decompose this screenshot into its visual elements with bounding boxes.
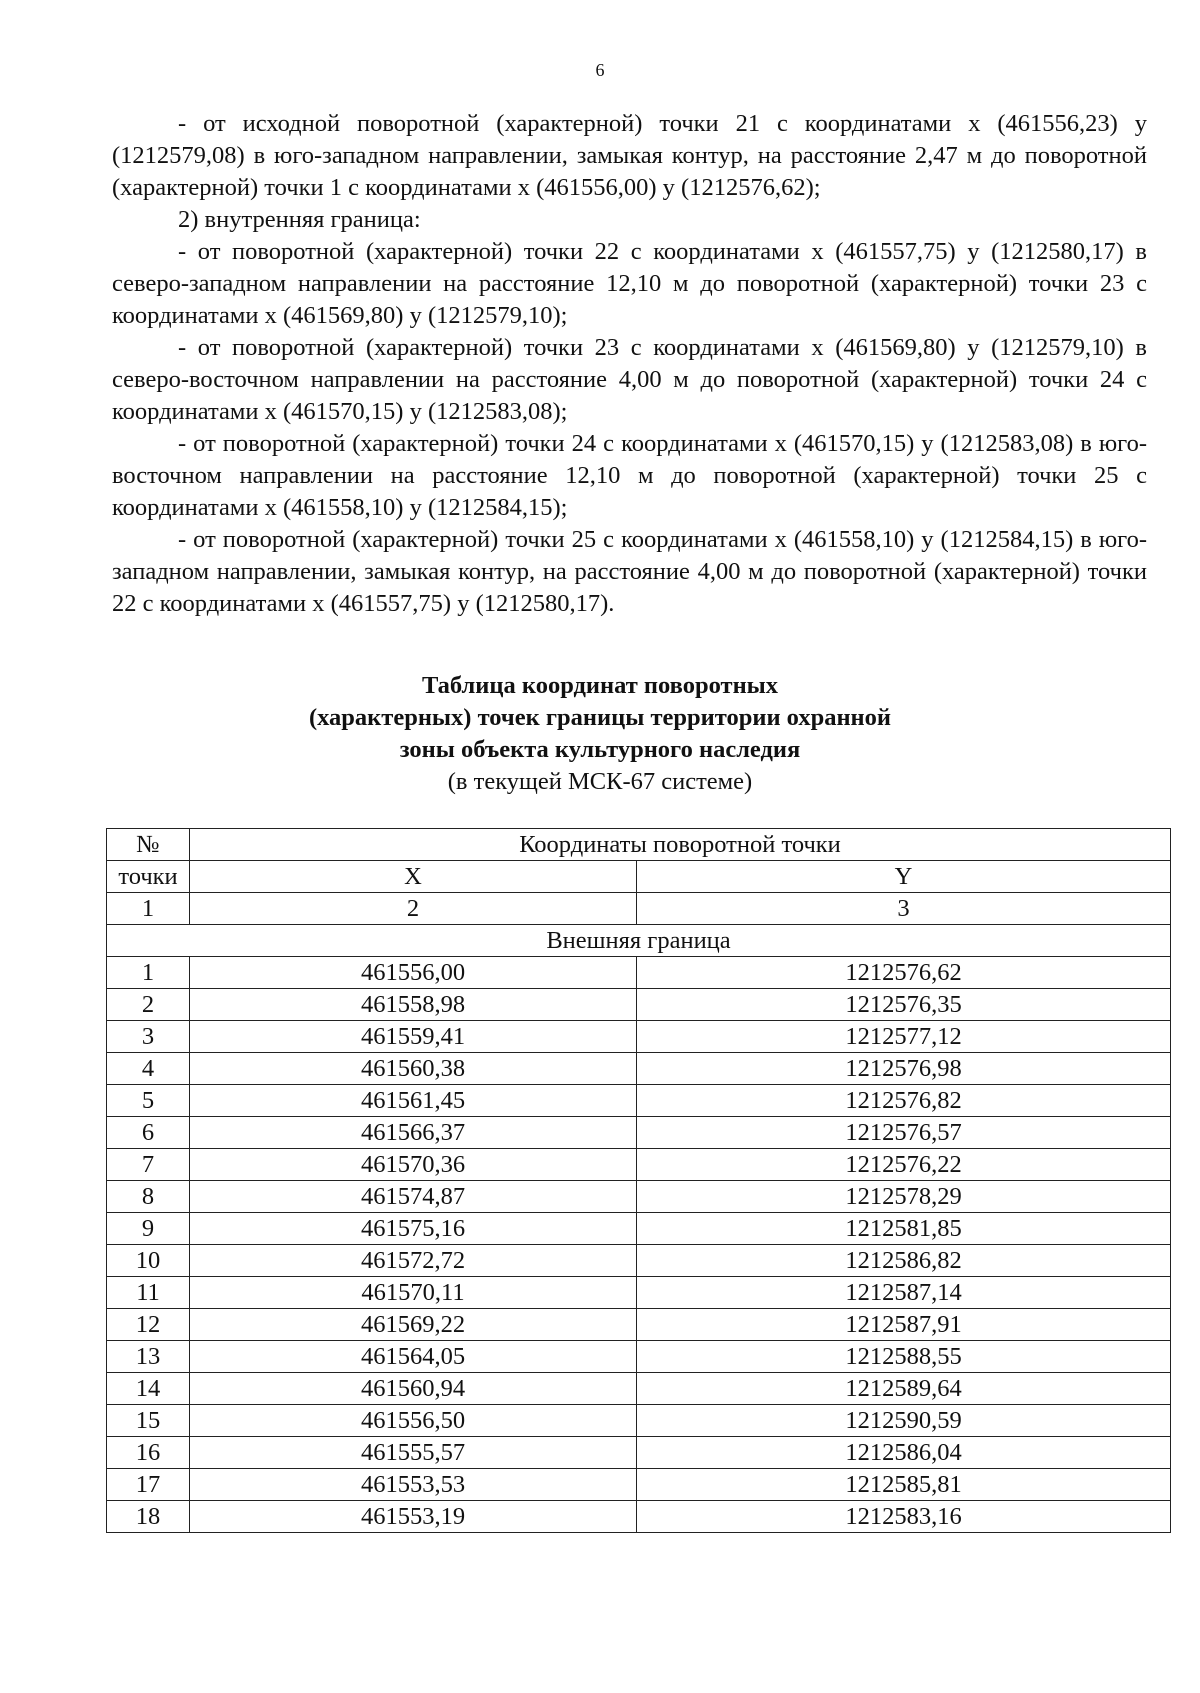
y-cell: 1212576,57	[637, 1117, 1171, 1149]
y-cell: 1212576,82	[637, 1085, 1171, 1117]
table-row	[107, 1053, 1171, 1085]
y-cell: 1212581,85	[637, 1213, 1171, 1245]
point-number-cell: 15	[107, 1405, 190, 1437]
table-row	[107, 1501, 1171, 1533]
point-number-cell: 12	[107, 1309, 190, 1341]
y-cell: 1212586,04	[637, 1437, 1171, 1469]
y-cell: 1212585,81	[637, 1469, 1171, 1501]
header-x: X	[190, 861, 637, 893]
paragraph: - от поворотной (характерной) точки 25 с координатами x (461558,10) y (1212584,15) в юго-западном направлении, замыкая контур, на расстояние 4,00 м до поворотной (характерной) точки 22 с координатами x (461557,75) y (1212580,17).	[112, 526, 1147, 617]
paragraph: 2) внутренняя граница:	[178, 206, 421, 233]
x-cell: 461569,22	[190, 1309, 637, 1341]
x-cell: 461555,57	[190, 1437, 637, 1469]
table-title	[0, 670, 1200, 798]
table-header-row	[107, 861, 1171, 893]
index-cell: 3	[637, 893, 1171, 925]
y-cell: 1212587,14	[637, 1277, 1171, 1309]
table-row	[107, 1341, 1171, 1373]
x-cell: 461561,45	[190, 1085, 637, 1117]
table-row	[107, 1213, 1171, 1245]
y-cell: 1212590,59	[637, 1405, 1171, 1437]
page-number: 6	[595, 60, 605, 80]
table-row	[107, 1085, 1171, 1117]
table-row	[107, 989, 1171, 1021]
x-cell: 461559,41	[190, 1021, 637, 1053]
table-row	[107, 1437, 1171, 1469]
table-section-row	[107, 925, 1171, 957]
point-number-cell: 2	[107, 989, 190, 1021]
table-row	[107, 957, 1171, 989]
x-cell: 461553,19	[190, 1501, 637, 1533]
y-cell: 1212589,64	[637, 1373, 1171, 1405]
table-title-line: зоны объекта культурного наследия	[399, 736, 801, 763]
point-number-cell: 5	[107, 1085, 190, 1117]
table-row	[107, 1309, 1171, 1341]
x-cell: 461558,98	[190, 989, 637, 1021]
header-y: Y	[637, 861, 1171, 893]
x-cell: 461560,94	[190, 1373, 637, 1405]
table-row	[107, 1245, 1171, 1277]
table-header-row	[107, 829, 1171, 861]
point-number-cell: 14	[107, 1373, 190, 1405]
point-number-cell: 9	[107, 1213, 190, 1245]
paragraph: - от поворотной (характерной) точки 23 с координатами x (461569,80) y (1212579,10) в северо-восточном направлении на расстояние 4,00 м до поворотной (характерной) точки 24 с координатами x (461570,15) y (1212583,08);	[112, 334, 1147, 425]
x-cell: 461560,38	[190, 1053, 637, 1085]
x-cell: 461566,37	[190, 1117, 637, 1149]
x-cell: 461575,16	[190, 1213, 637, 1245]
x-cell: 461572,72	[190, 1245, 637, 1277]
table-row	[107, 1149, 1171, 1181]
x-cell: 461553,53	[190, 1469, 637, 1501]
table-row	[107, 1117, 1171, 1149]
y-cell: 1212583,16	[637, 1501, 1171, 1533]
y-cell: 1212588,55	[637, 1341, 1171, 1373]
index-cell: 2	[190, 893, 637, 925]
table-row	[107, 1277, 1171, 1309]
coordinates-table	[106, 828, 1171, 1533]
point-number-cell: 17	[107, 1469, 190, 1501]
header-coords: Координаты поворотной точки	[190, 829, 1171, 861]
y-cell: 1212587,91	[637, 1309, 1171, 1341]
point-number-cell: 7	[107, 1149, 190, 1181]
table-row	[107, 1181, 1171, 1213]
x-cell: 461574,87	[190, 1181, 637, 1213]
table-subtitle: (в текущей МСК-67 системе)	[447, 768, 753, 795]
point-number-cell: 3	[107, 1021, 190, 1053]
point-number-cell: 11	[107, 1277, 190, 1309]
x-cell: 461570,11	[190, 1277, 637, 1309]
paragraph: - от исходной поворотной (характерной) точки 21 с координатами x (461556,23) y (1212579,08) в юго-западном направлении, замыкая контур, на расстояние 2,47 м до поворотной (характерной) точки 1 с координатами x (461556,00) y (1212576,62);	[112, 110, 1147, 201]
section-label: Внешняя граница	[107, 925, 1171, 957]
point-number-cell: 16	[107, 1437, 190, 1469]
header-num-line2: точки	[107, 861, 190, 893]
table-row	[107, 1373, 1171, 1405]
y-cell: 1212576,35	[637, 989, 1171, 1021]
y-cell: 1212586,82	[637, 1245, 1171, 1277]
paragraph: - от поворотной (характерной) точки 22 с координатами x (461557,75) y (1212580,17) в северо-западном направлении на расстояние 12,10 м до поворотной (характерной) точки 23 с координатами x (461569,80) y (1212579,10);	[112, 238, 1147, 329]
x-cell: 461564,05	[190, 1341, 637, 1373]
y-cell: 1212576,22	[637, 1149, 1171, 1181]
x-cell: 461556,50	[190, 1405, 637, 1437]
index-cell: 1	[107, 893, 190, 925]
paragraph: - от поворотной (характерной) точки 24 с координатами x (461570,15) y (1212583,08) в юго-восточном направлении на расстояние 12,10 м до поворотной (характерной) точки 25 с координатами x (461558,10) y (1212584,15);	[112, 430, 1147, 521]
table-index-row	[107, 893, 1171, 925]
point-number-cell: 4	[107, 1053, 190, 1085]
x-cell: 461570,36	[190, 1149, 637, 1181]
point-number-cell: 18	[107, 1501, 190, 1533]
table-title-line: (характерных) точек границы территории охранной	[308, 704, 892, 731]
point-number-cell: 13	[107, 1341, 190, 1373]
y-cell: 1212576,62	[637, 957, 1171, 989]
header-num-line1: №	[107, 829, 190, 861]
y-cell: 1212577,12	[637, 1021, 1171, 1053]
point-number-cell: 6	[107, 1117, 190, 1149]
table-row	[107, 1021, 1171, 1053]
point-number-cell: 8	[107, 1181, 190, 1213]
point-number-cell: 10	[107, 1245, 190, 1277]
y-cell: 1212576,98	[637, 1053, 1171, 1085]
x-cell: 461556,00	[190, 957, 637, 989]
body-text	[112, 108, 1147, 620]
y-cell: 1212578,29	[637, 1181, 1171, 1213]
point-number-cell: 1	[107, 957, 190, 989]
table-row	[107, 1405, 1171, 1437]
table-row	[107, 1469, 1171, 1501]
table-title-line: Таблица координат поворотных	[421, 672, 779, 699]
